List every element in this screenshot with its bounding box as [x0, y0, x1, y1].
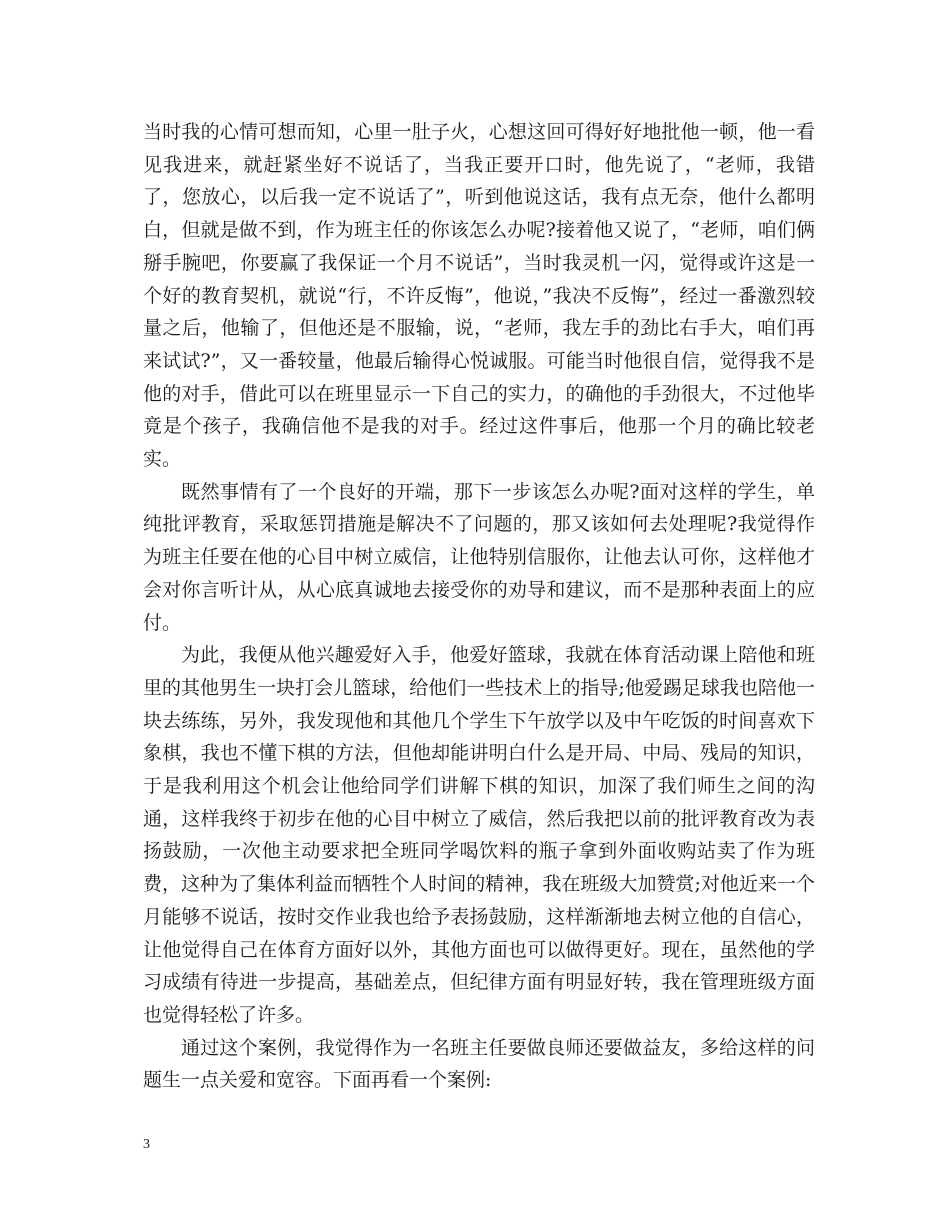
- document-body: [143, 116, 815, 1097]
- paragraph-1: 当时我的心情可想而知，心里一肚子火，心想这回可得好好地批他一顿，他一看见我进来，就赶紧坐好不说话了，当我正要开口时，他先说了，“老师，我错了，您放心，以后我一定不说话了”，听到他说这话，我有点无奈，他什么都明白，但就是做不到，作为班主任的你该怎么办呢?接着他又说了，“老师，咱们俩掰手腕吧，你要赢了我保证一个月不说话”，当时我灵机一闪，觉得或许这是一个好的教育契机，就说“行，不许反悔”，他说，”我决不反悔”，经过一番激烈较量之后，他输了，但他还是不服输，说，“老师，我左手的劲比右手大，咱们再来试试?”，又一番较量，他最后输得心悦诚服。可能当时他很自信，觉得我不是他的对手，借此可以在班里显示一下自己的实力，的确他的手劲很大，不过他毕竟是个孩子，我确信他不是我的对手。经过这件事后，他那一个月的确比较老实。: [143, 121, 815, 471]
- page-number: 3: [143, 1137, 150, 1152]
- paragraph-3: 为此，我便从他兴趣爱好入手，他爱好篮球，我就在体育活动课上陪他和班里的其他男生一块打会儿篮球，给他们一些技术上的指导;他爱踢足球我也陪他一块去练练，另外，我发现他和其他几个学生下午放学以及中午吃饭的时间喜欢下象棋，我也不懂下棋的方法，但他却能讲明白什么是开局、中局、残局的知识，于是我利用这个机会让他给同学们讲解下棋的知识，加深了我们师生之间的沟通，这样我终于初步在他的心目中树立了威信，然后我把以前的批评教育改为表扬鼓励，一次他主动要求把全班同学喝饮料的瓶子拿到外面收购站卖了作为班费，这种为了集体利益而牺牲个人时间的精神，我在班级大加赞赏;对他近来一个月能够不说话，按时交作业我也给予表扬鼓励，这样渐渐地去树立他的自信心，让他觉得自己在体育方面好以外，其他方面也可以做得更好。现在，虽然他的学习成绩有待进一步提高，基础差点，但纪律方面有明显好转，我在管理班级方面也觉得轻松了许多。: [143, 644, 815, 1026]
- paragraph-4: 通过这个案例，我觉得作为一名班主任要做良师还要做益友，多给这样的问题生一点关爱和宽容。下面再看一个案例:: [143, 1036, 815, 1092]
- paragraph-2: 既然事情有了一个良好的开端，那下一步该怎么办呢?面对这样的学生，单纯批评教育，采取惩罚措施是解决不了问题的，那又该如何去处理呢?我觉得作为班主任要在他的心目中树立威信，让他特别信服你，让他去认可你，这样他才会对你言听计从，从心底真诚地去接受你的劝导和建议，而不是那种表面上的应付。: [143, 480, 815, 634]
